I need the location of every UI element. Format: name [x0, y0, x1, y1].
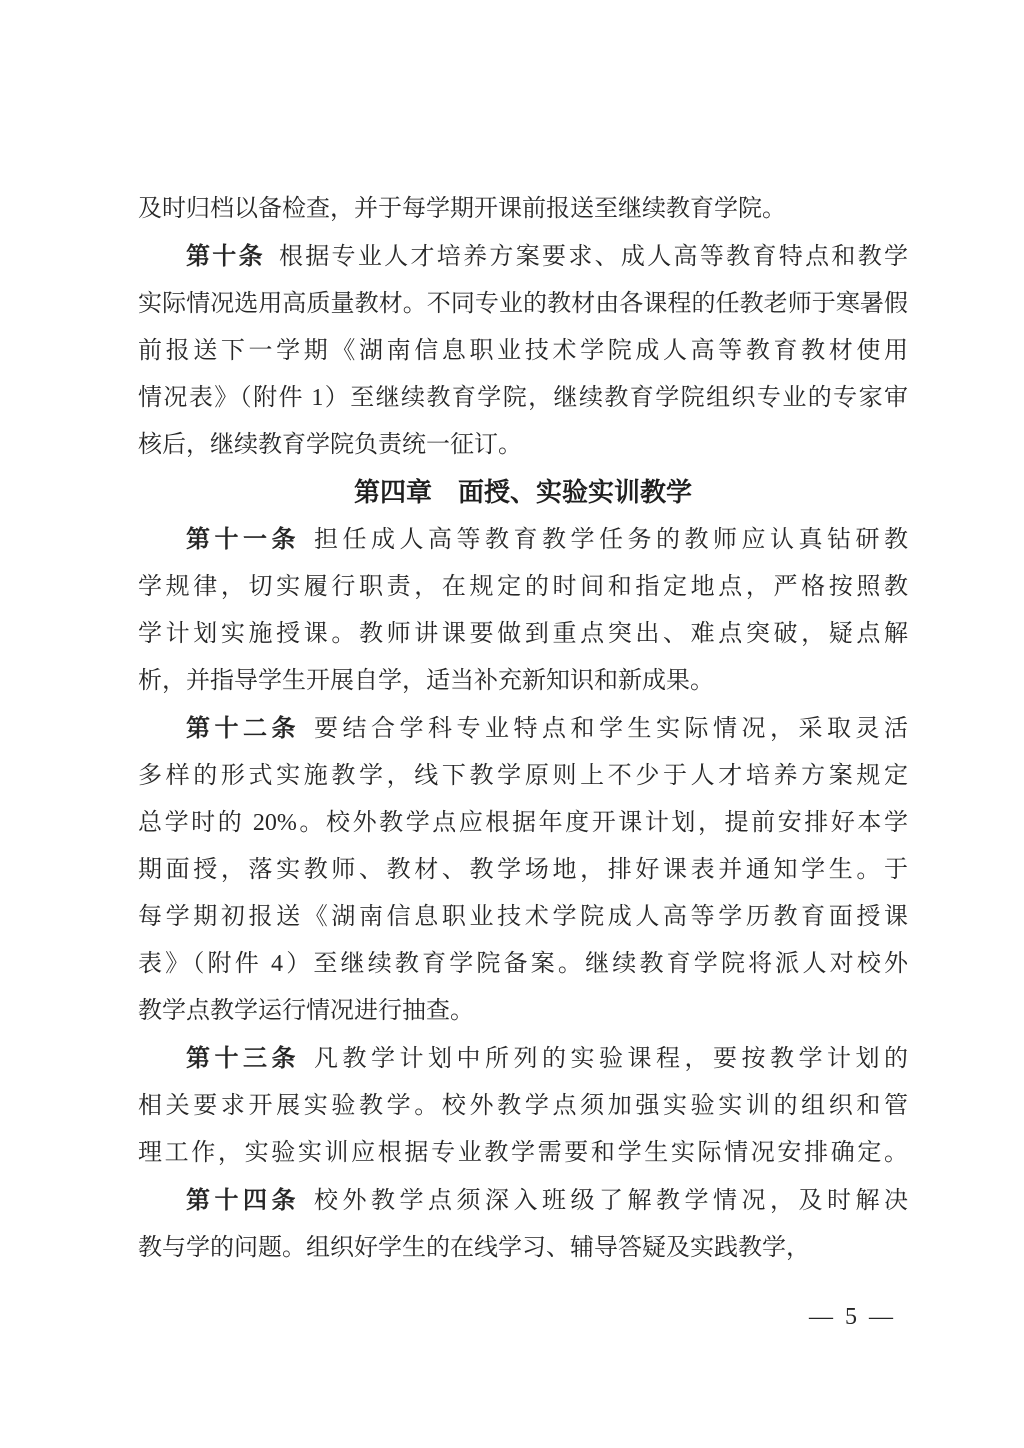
line-text: 多样的形式实施教学，线下教学原则上不少于人才培养方案规定 — [138, 763, 908, 789]
line-text: 总学时的 20%。校外教学点应根据年度开课计划，提前安排好本学 — [138, 810, 908, 836]
article-10-line-2 — [138, 281, 908, 328]
article-number-label: 第十三条 — [186, 1045, 300, 1072]
article-14-line-2 — [138, 1225, 908, 1272]
line-text: 校外教学点须深入班级了解教学情况，及时解决 — [314, 1188, 908, 1214]
article-number-label: 第十四条 — [186, 1187, 300, 1214]
page-number: — 5 — — [809, 1304, 896, 1330]
article-10-line-3 — [138, 328, 908, 375]
line-text: 要结合学科专业特点和学生实际情况，采取灵活 — [314, 716, 908, 742]
line-text: 核后，继续教育学院负责统一征订。 — [138, 432, 522, 458]
article-number-label: 第十一条 — [186, 526, 300, 553]
chapter-4-heading — [138, 469, 908, 516]
line-text: 每学期初报送《湖南信息职业技术学院成人高等学历教育面授课 — [138, 904, 908, 930]
article-number-label: 第十条 — [186, 243, 265, 270]
article-number-label: 第十二条 — [186, 715, 300, 742]
line-text: 担任成人高等教育教学任务的教师应认真钻研教 — [314, 527, 908, 553]
line-text: 前报送下一学期《湖南信息职业技术学院成人高等教育教材使用 — [138, 338, 908, 364]
line-text: 教与学的问题。组织好学生的在线学习、辅导答疑及实践教学， — [138, 1235, 810, 1261]
line-text: 及时归档以备检查，并于每学期开课前报送至继续教育学院。 — [138, 196, 786, 222]
line-text: 情况表》（附件 1）至继续教育学院，继续教育学院组织专业的专家审 — [138, 385, 908, 411]
chapter-heading-text: 第四章 面授、实验实训教学 — [353, 477, 692, 507]
article-12-line-5 — [138, 894, 908, 941]
article-10-line-4 — [138, 375, 908, 422]
article-13-line-3 — [138, 1130, 908, 1177]
article-12-line-4 — [138, 847, 908, 894]
line-text: 凡教学计划中所列的实验课程，要按教学计划的 — [314, 1046, 908, 1072]
line-text: 析，并指导学生开展自学，适当补充新知识和新成果。 — [138, 668, 714, 694]
article-11-line-4 — [138, 658, 908, 705]
article-10-line-1 — [138, 233, 908, 281]
article-11-line-2 — [138, 564, 908, 611]
para-continuation-line — [138, 186, 908, 233]
line-text: 表》（附件 4）至继续教育学院备案。继续教育学院将派人对校外 — [138, 951, 908, 977]
document-body — [138, 186, 908, 1272]
line-text: 理工作，实验实训应根据专业教学需要和学生实际情况安排确定。 — [138, 1140, 908, 1166]
line-text: 根据专业人才培养方案要求、成人高等教育特点和教学 — [278, 244, 909, 270]
line-text: 期面授，落实教师、教材、教学场地，排好课表并通知学生。于 — [138, 857, 908, 883]
article-12-line-3 — [138, 800, 908, 847]
article-10-line-5 — [138, 422, 908, 469]
article-12-line-2 — [138, 753, 908, 800]
article-14-line-1 — [138, 1177, 908, 1225]
line-text: 学规律，切实履行职责，在规定的时间和指定地点，严格按照教 — [138, 574, 908, 600]
article-11-line-3 — [138, 611, 908, 658]
line-text: 学计划实施授课。教师讲课要做到重点突出、难点突破，疑点解 — [138, 621, 908, 647]
article-11-line-1 — [138, 516, 908, 564]
article-12-line-1 — [138, 705, 908, 753]
article-13-line-2 — [138, 1083, 908, 1130]
line-text: 实际情况选用高质量教材。不同专业的教材由各课程的任教老师于寒暑假 — [138, 291, 908, 317]
line-text: 相关要求开展实验教学。校外教学点须加强实验实训的组织和管 — [138, 1093, 908, 1119]
article-12-line-6 — [138, 941, 908, 988]
line-text: 教学点教学运行情况进行抽查。 — [138, 998, 474, 1024]
article-12-line-7 — [138, 988, 908, 1035]
article-13-line-1 — [138, 1035, 908, 1083]
